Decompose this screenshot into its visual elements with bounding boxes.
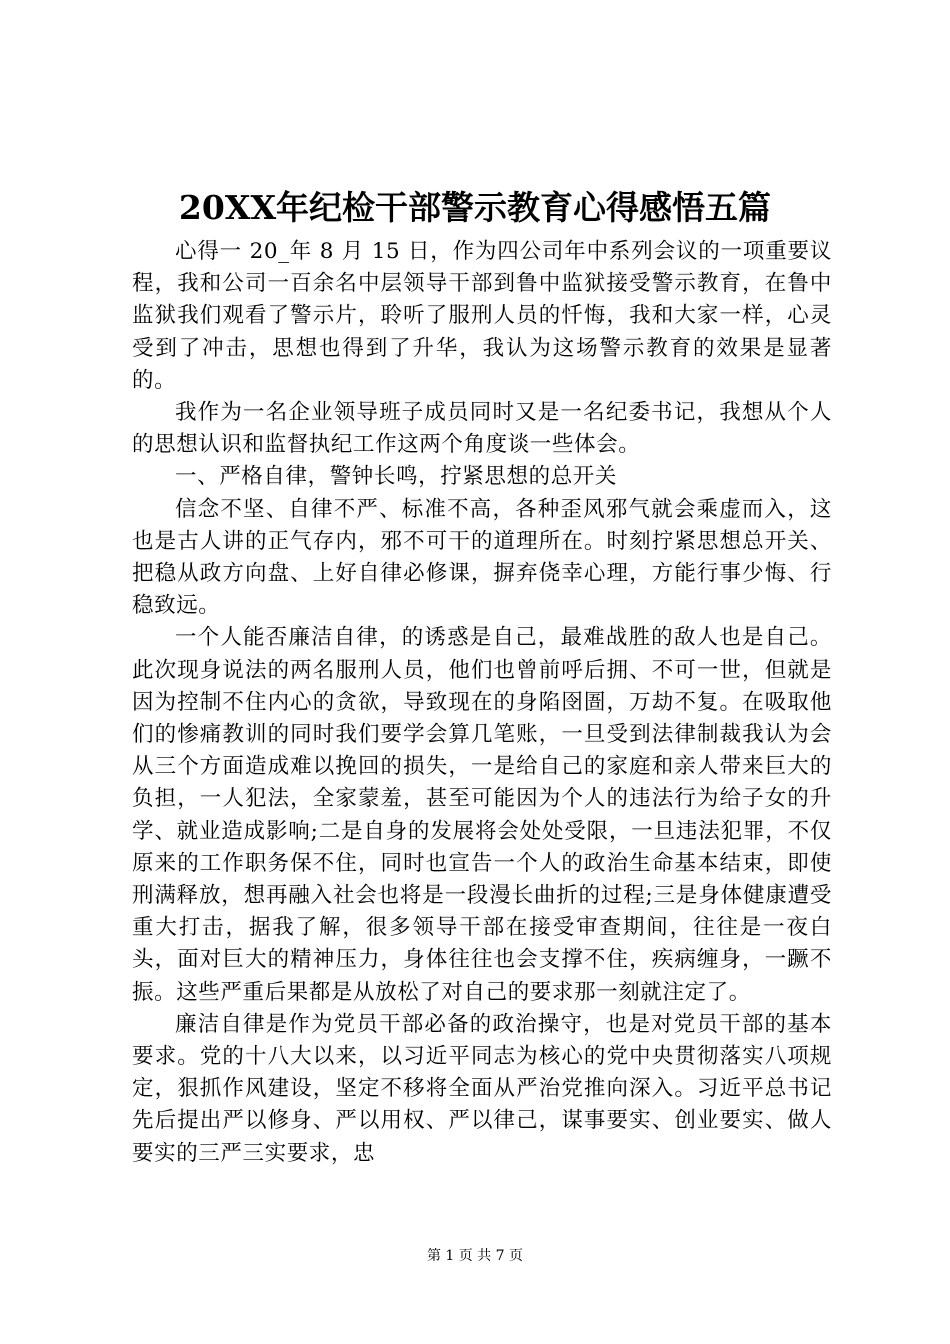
paragraph: 心得一 20_年 8 月 15 日，作为四公司年中系列会议的一项重要议程，我和公司一百余名中层领导干部到鲁中监狱接受警示教育，在鲁中监狱我们观看了警示片，聆听了服刑人员的忏悔，我和大家一样，心灵受到了冲击，思想也得到了升华，我认为这场警示教育的效果是显著的。 bbox=[132, 239, 832, 393]
paragraph: 一个人能否廉洁自律，的诱惑是自己，最难战胜的敌人也是自己。此次现身说法的两名服刑人员，他们也曾前呼后拥、不可一世，但就是因为控制不住内心的贪欲，导致现在的身陷囹圄，万劫不复。在吸取他们的惨痛教训的同时我们要学会算几笔账，一旦受到法律制裁我认为会从三个方面造成难以挽回的损失，一是给自己的家庭和亲人带来巨大的负担，一人犯法，全家蒙羞，甚至可能因为个人的违法行为给子女的升学、就业造成影响;二是自身的发展将会处处受限，一旦违法犯罪，不仅原来的工作职务保不住，同时也宣告一个人的政治生命基本结束，即使刑满释放，想再融入社会也将是一段漫长曲折的过程;三是身体健康遭受重大打击，据我了解，很多领导干部在接受审查期间，往往是一夜白头，面对巨大的精神压力，身体往往也会支撑不住，疾病缠身，一蹶不振。这些严重后果都是从放松了对自己的要求那一刻就注定了。 bbox=[132, 625, 832, 1005]
paragraph: 信念不坚、自律不严、标准不高，各种歪风邪气就会乘虚而入，这也是古人讲的正气存内，邪不可干的道理所在。时刻拧紧思想总开关、把稳从政方向盘、上好自律必修课，摒弃侥幸心理，方能行事少悔、行稳致远。 bbox=[132, 496, 832, 619]
document-body bbox=[132, 236, 832, 1170]
paragraph: 我作为一名企业领导班子成员同时又是一名纪委书记，我想从个人的思想认识和监督执纪工作这两个角度谈一些体会。 bbox=[132, 400, 832, 458]
page-footer: 第 1 页 共 7 页 bbox=[426, 1248, 524, 1264]
section-heading: 一、严格自律，警钟长鸣，拧紧思想的总开关 bbox=[175, 464, 618, 490]
paragraph: 廉洁自律是作为党员干部必备的政治操守，也是对党员干部的基本要求。党的十八大以来，以习近平同志为核心的党中央贯彻落实八项规定，狠抓作风建设，坚定不移将全面从严治党推向深入。习近平总书记先后提出严以修身、严以用权、严以律己，谋事要实、创业要实、做人要实的三严三实要求，忠 bbox=[132, 1011, 832, 1166]
document-title: 20XX年纪检干部警示教育心得感悟五篇 bbox=[178, 188, 772, 227]
